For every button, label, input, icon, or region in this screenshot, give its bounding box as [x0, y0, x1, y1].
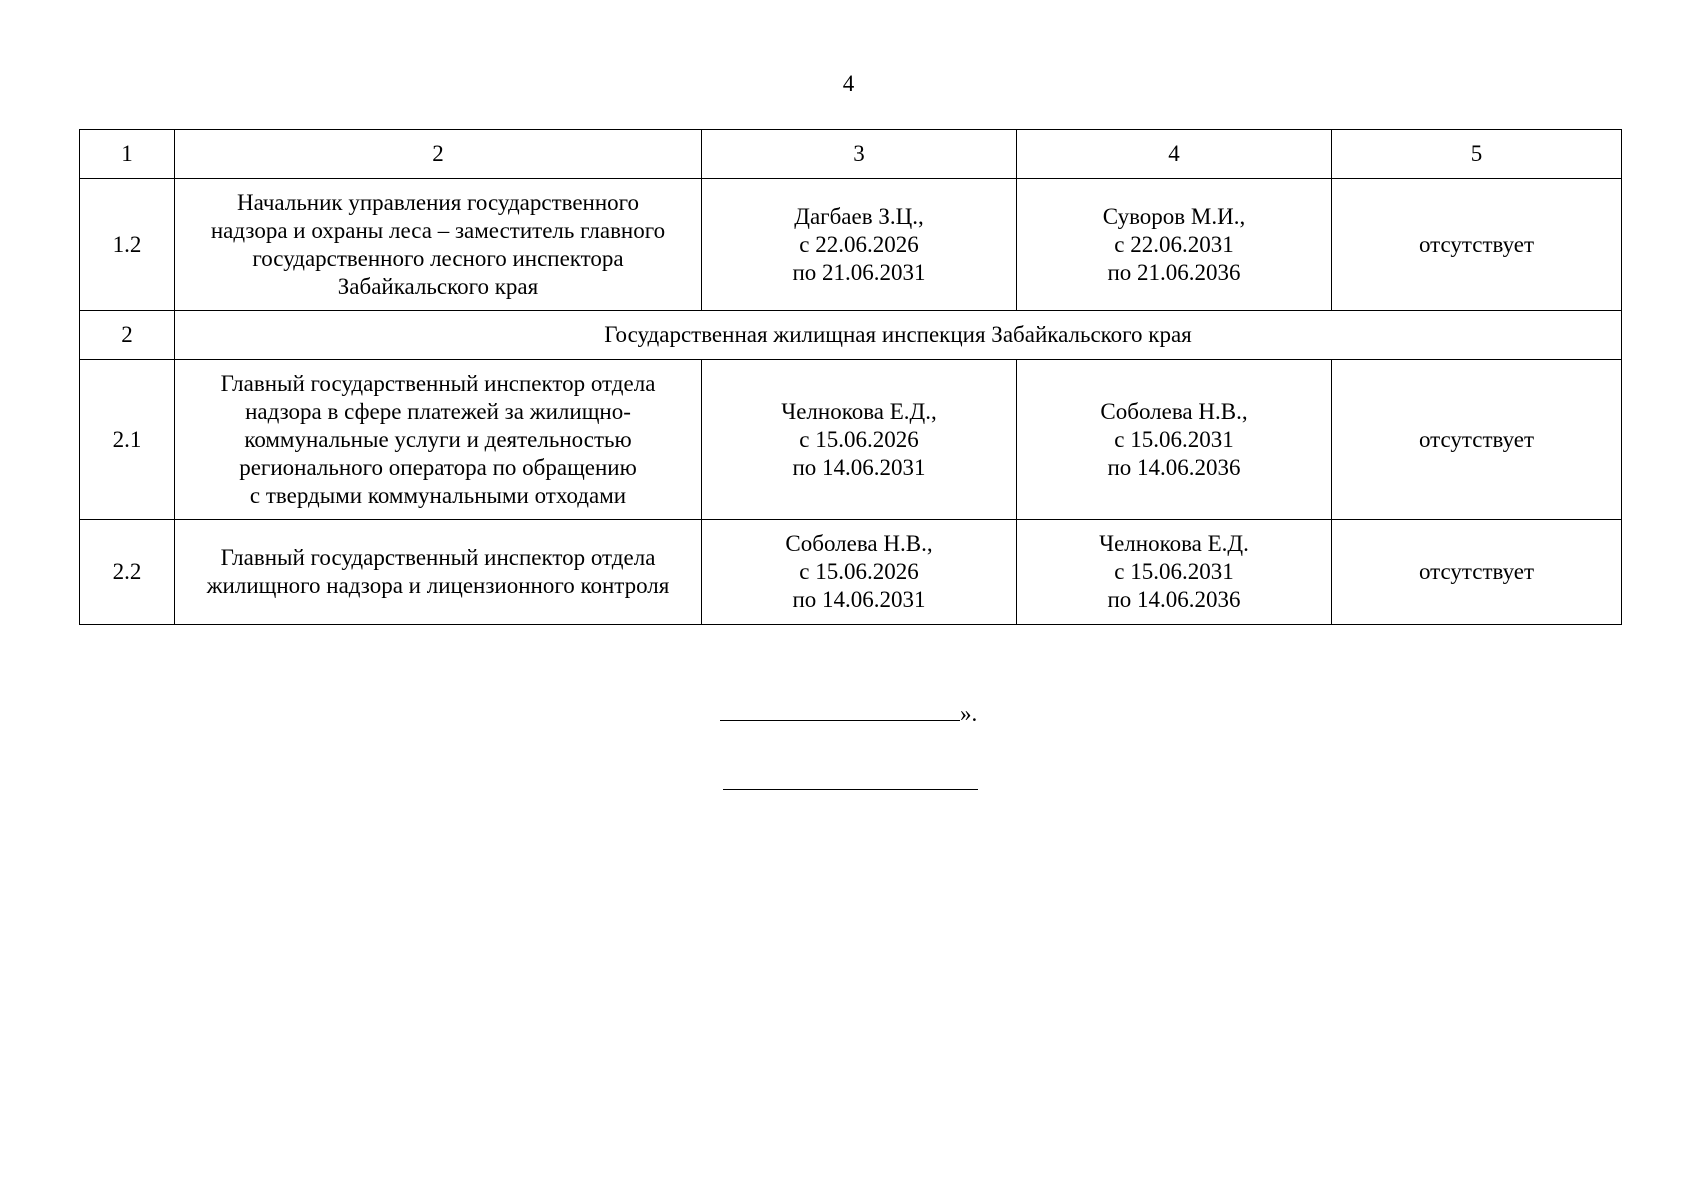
table-section-row [80, 311, 1622, 360]
table-row [80, 520, 1622, 625]
table-row [80, 179, 1622, 311]
text-line: с 15.06.2031 [1114, 559, 1234, 584]
end-separator-line [723, 789, 978, 790]
col5-value: отсутствует [1332, 360, 1622, 520]
closing-line [720, 696, 977, 728]
text-line: надзора в сфере платежей за жилищно- [245, 398, 631, 424]
text-line: Челнокова Е.Д., [781, 398, 937, 424]
position-title [175, 179, 702, 311]
text-line: по 14.06.2036 [1107, 454, 1241, 480]
text-line: Челнокова Е.Д. [1099, 531, 1249, 556]
row-number: 2.1 [80, 360, 175, 520]
header-cell: 2 [175, 130, 702, 179]
text-line: с 15.06.2026 [799, 559, 919, 584]
text-line: с 15.06.2031 [1114, 426, 1234, 452]
person-term-col4 [1017, 179, 1332, 311]
row-number: 2 [80, 311, 175, 360]
text-line: по 14.06.2031 [792, 454, 926, 480]
section-title: Государственная жилищная инспекция Забайкальского края [175, 311, 1622, 360]
header-cell: 4 [1017, 130, 1332, 179]
col5-value: отсутствует [1332, 179, 1622, 311]
text-line: надзора и охраны леса – заместитель главного [210, 217, 666, 243]
text-line: с твердыми коммунальными отходами [249, 482, 627, 508]
page-number: 4 [842, 71, 855, 96]
text-line: по 14.06.2031 [792, 587, 926, 612]
row-number: 1.2 [80, 179, 175, 311]
position-title [175, 520, 702, 625]
text-line: Главный государственный инспектор отдела [220, 545, 656, 570]
closing-quote-mark: ». [960, 701, 978, 726]
text-line: по 21.06.2036 [1107, 259, 1241, 285]
text-line: регионального оператора по обращению [239, 454, 637, 480]
text-line: Забайкальского края [337, 273, 539, 299]
text-line: Соболева Н.В., [1100, 398, 1248, 424]
text-line: с 22.06.2026 [799, 231, 919, 257]
person-term-col3 [702, 360, 1017, 520]
person-term-col3 [702, 179, 1017, 311]
position-title [175, 360, 702, 520]
text-line: Главный государственный инспектор отдела [220, 370, 656, 396]
person-term-col4 [1017, 520, 1332, 625]
text-line: Суворов М.И., [1102, 203, 1246, 229]
text-line: по 14.06.2036 [1107, 587, 1241, 612]
text-line: с 15.06.2026 [799, 426, 919, 452]
text-line: с 22.06.2031 [1114, 231, 1234, 257]
header-cell: 3 [702, 130, 1017, 179]
table-header-row [80, 130, 1622, 179]
row-number: 2.2 [80, 520, 175, 625]
header-cell: 1 [80, 130, 175, 179]
appointments-table [79, 129, 1622, 625]
text-line: Дагбаев З.Ц., [794, 203, 924, 229]
table-row [80, 360, 1622, 520]
text-line: государственного лесного инспектора [252, 245, 624, 271]
text-line: Начальник управления государственного [236, 189, 640, 215]
text-line: Соболева Н.В., [785, 531, 933, 556]
text-line: жилищного надзора и лицензионного контроля [206, 573, 670, 598]
header-cell: 5 [1332, 130, 1622, 179]
text-line: по 21.06.2031 [792, 259, 926, 285]
col5-value: отсутствует [1332, 520, 1622, 625]
text-line: коммунальные услуги и деятельностью [244, 426, 632, 452]
closing-blank-line [720, 696, 960, 721]
person-term-col4 [1017, 360, 1332, 520]
person-term-col3 [702, 520, 1017, 625]
